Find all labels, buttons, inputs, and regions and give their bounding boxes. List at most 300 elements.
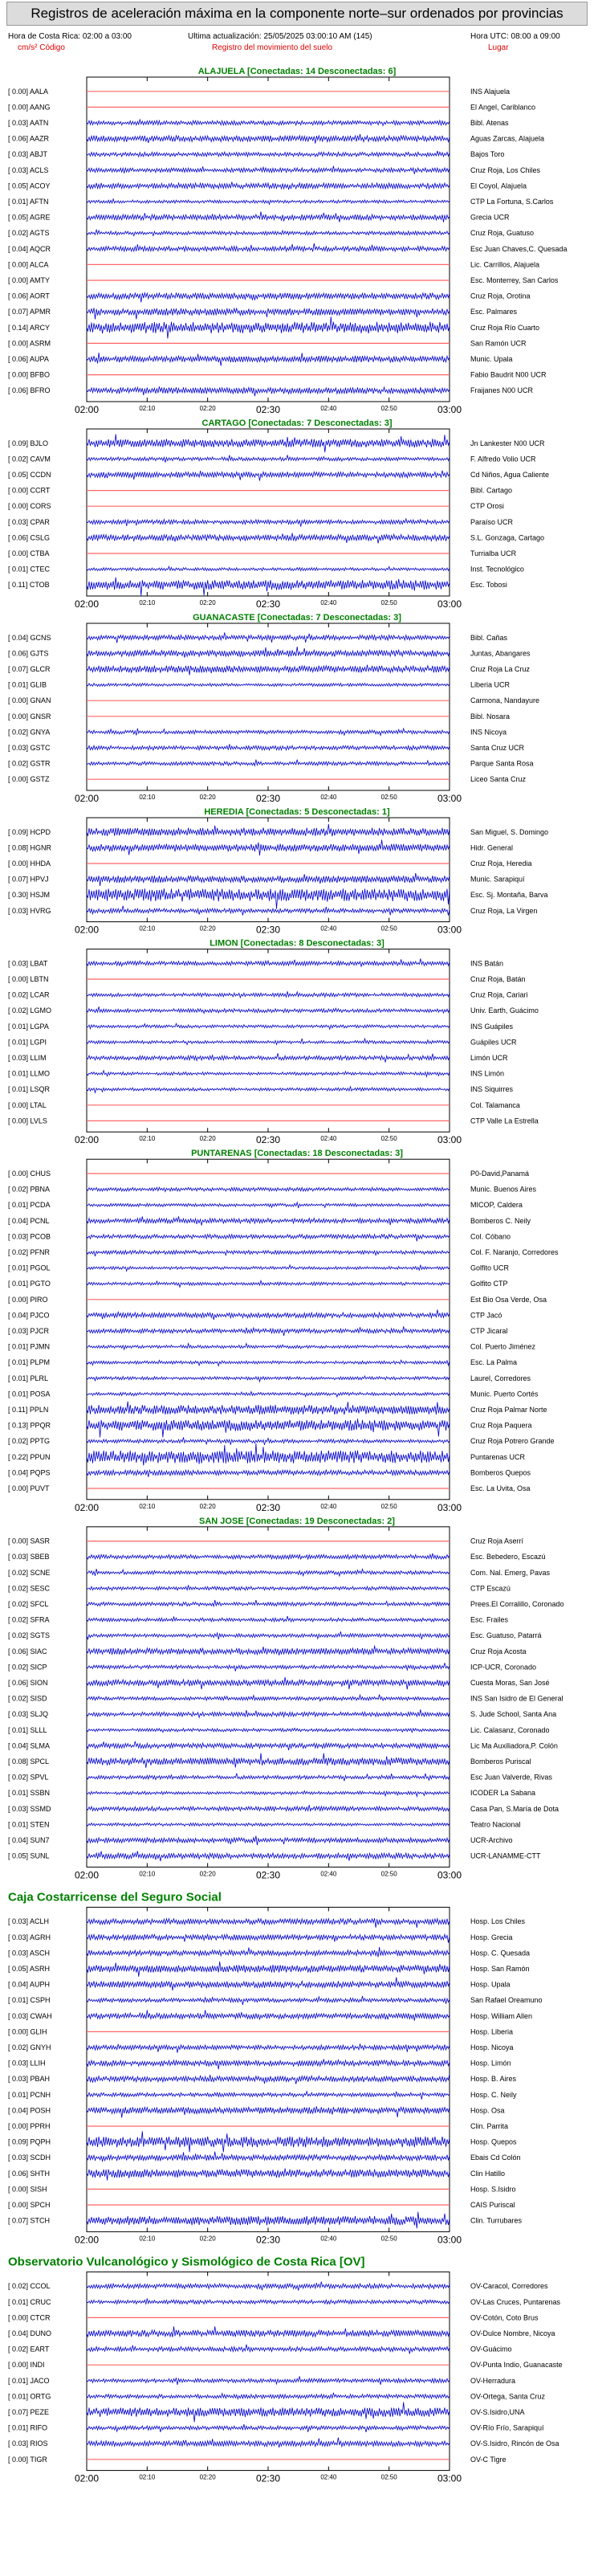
x-tick-label: 02:10 bbox=[139, 1502, 156, 1510]
station-code: [ 0.01] LSQR bbox=[8, 1085, 51, 1094]
station-code: [ 0.03] ASCH bbox=[8, 1949, 51, 1958]
station-trace bbox=[87, 906, 450, 916]
station-place: UCR-Archivo bbox=[470, 1836, 513, 1844]
x-tick-label: 02:50 bbox=[380, 1502, 397, 1510]
station-place: Cruz Roja, Orotina bbox=[470, 292, 531, 300]
station-code: [ 0.00] AALA bbox=[8, 87, 49, 96]
station-code: [ 0.00] GNSR bbox=[8, 712, 51, 721]
station-place: Esc. La Palma bbox=[470, 1358, 518, 1367]
station-code: [ 0.00] SASR bbox=[8, 1537, 51, 1545]
station-place: UCR-LANAMME-CTT bbox=[470, 1851, 541, 1860]
station-code: [ 0.02] SFCL bbox=[8, 1600, 49, 1608]
station-place: Clin. Turrubares bbox=[470, 2216, 523, 2225]
station-code: [ 0.04] SUN7 bbox=[8, 1836, 50, 1844]
station-place: Esc. Bebedero, Escazú bbox=[470, 1553, 546, 1562]
station-trace bbox=[87, 1934, 450, 1943]
station-trace bbox=[87, 2131, 450, 2152]
group-title: SAN JOSE [Conectadas: 19 Desconectadas: 2] bbox=[199, 1516, 395, 1526]
station-code: [ 0.14] ARCY bbox=[8, 323, 51, 332]
station-code: [ 0.06] SION bbox=[8, 1679, 48, 1687]
station-code: [ 0.01] SLLL bbox=[8, 1725, 47, 1734]
station-place: CTP Jicaral bbox=[470, 1327, 508, 1335]
station-place: Bajos Toro bbox=[470, 150, 505, 159]
station-trace bbox=[87, 1443, 450, 1465]
station-place: OV-Dulce Nombre, Nicoya bbox=[470, 2329, 555, 2337]
station-trace bbox=[87, 1023, 450, 1029]
station-trace bbox=[87, 353, 450, 365]
station-place: Bomberos Puriscal bbox=[470, 1757, 531, 1766]
station-trace bbox=[87, 2402, 450, 2423]
station-trace bbox=[87, 1677, 450, 1689]
x-tick-label: 02:10 bbox=[139, 2473, 156, 2481]
x-tick-label: 02:20 bbox=[199, 2235, 216, 2243]
station-place: Puntarenas UCR bbox=[470, 1452, 526, 1461]
station-place: Cruz Roja, Cariari bbox=[470, 990, 528, 999]
station-place: Univ. Earth, Guácimo bbox=[470, 1006, 539, 1015]
station-place: Bibl. Atenas bbox=[470, 119, 509, 127]
station-code: [ 0.05] ASRH bbox=[8, 1965, 51, 1973]
x-tick-label: 02:50 bbox=[380, 405, 397, 412]
station-place: Santa Cruz UCR bbox=[470, 744, 525, 752]
station-trace bbox=[87, 230, 450, 235]
station-place: Laurel, Corredores bbox=[470, 1374, 531, 1382]
station-trace bbox=[87, 1631, 450, 1639]
station-code: [ 0.01] POSA bbox=[8, 1390, 51, 1398]
station-trace bbox=[87, 873, 450, 886]
station-place: Bomberos Quepos bbox=[470, 1468, 531, 1477]
x-tick-label: 02:00 bbox=[74, 2472, 100, 2484]
station-trace bbox=[87, 2044, 450, 2053]
plot-frame bbox=[87, 1159, 450, 1500]
station-code: [ 0.06] CSLG bbox=[8, 533, 51, 542]
station-code: [ 0.07] STCH bbox=[8, 2216, 51, 2225]
station-place: MICOP, Caldera bbox=[470, 1201, 523, 1210]
station-trace bbox=[87, 1918, 450, 1928]
station-trace bbox=[87, 1851, 450, 1862]
station-place: Carmona, Nandayure bbox=[470, 696, 540, 705]
station-code: [ 0.02] SICP bbox=[8, 1663, 47, 1672]
station-trace bbox=[87, 2010, 450, 2020]
station-trace bbox=[87, 1392, 450, 1397]
station-trace bbox=[87, 1600, 450, 1606]
x-tick-label: 03:00 bbox=[437, 1869, 462, 1881]
station-code: [ 0.01] PCDA bbox=[8, 1201, 51, 1210]
station-place: Esc. Monterrey, San Carlos bbox=[470, 276, 559, 284]
x-tick-label: 02:00 bbox=[74, 1501, 100, 1513]
station-trace bbox=[87, 1251, 450, 1256]
station-code: [ 0.02] PBNA bbox=[8, 1185, 51, 1194]
station-code: [ 0.01] PJMN bbox=[8, 1342, 51, 1351]
group-title: Caja Costarricense del Seguro Social bbox=[8, 1890, 222, 1904]
station-place: Lic. Carrillos, Alajuela bbox=[470, 260, 540, 269]
x-tick-label: 02:00 bbox=[74, 404, 100, 415]
station-trace bbox=[87, 134, 450, 144]
x-tick-label: 03:00 bbox=[437, 924, 462, 936]
x-tick-label: 02:10 bbox=[139, 925, 156, 933]
station-code: [ 0.02] CCOL bbox=[8, 2282, 51, 2291]
station-place: Cruz Roja Paquera bbox=[470, 1421, 532, 1430]
station-place: Col. F. Naranjo, Corredores bbox=[470, 1248, 559, 1256]
station-code: [ 0.00] AMTY bbox=[8, 276, 51, 284]
station-trace bbox=[87, 2424, 450, 2432]
x-tick-label: 02:40 bbox=[320, 599, 337, 606]
station-code: [ 0.00] CCRT bbox=[8, 486, 51, 495]
x-tick-label: 02:50 bbox=[380, 2473, 397, 2481]
station-trace bbox=[87, 1553, 450, 1559]
x-tick-label: 02:20 bbox=[199, 405, 216, 412]
station-place: Esc. Tobosi bbox=[470, 581, 507, 590]
station-place: Hosp. San Ramón bbox=[470, 1965, 530, 1973]
station-trace bbox=[87, 2326, 450, 2337]
station-trace bbox=[87, 566, 450, 570]
station-trace bbox=[87, 1836, 450, 1846]
x-tick-label: 02:00 bbox=[74, 1134, 100, 1146]
station-trace bbox=[87, 888, 450, 908]
station-code: [ 0.02] LGMO bbox=[8, 1006, 52, 1015]
station-trace bbox=[87, 1071, 450, 1077]
station-place: Cuesta Moras, San José bbox=[470, 1679, 550, 1687]
station-place: Hosp. Los Chiles bbox=[470, 1917, 526, 1926]
station-trace bbox=[87, 1402, 450, 1415]
station-trace bbox=[87, 1039, 450, 1045]
station-code: [ 0.01] STEN bbox=[8, 1820, 50, 1829]
x-tick-label: 02:40 bbox=[320, 2235, 337, 2243]
station-code: [ 0.01] CTEC bbox=[8, 565, 51, 574]
station-code: [ 0.04] PCNL bbox=[8, 1216, 50, 1225]
station-code: [ 0.01] CRUC bbox=[8, 2297, 51, 2306]
station-trace bbox=[87, 2169, 450, 2181]
station-trace bbox=[87, 2393, 450, 2399]
station-code: [ 0.01] PLRL bbox=[8, 1374, 49, 1382]
x-tick-label: 02:30 bbox=[255, 2234, 281, 2246]
station-place: Hosp. B. Aires bbox=[470, 2075, 517, 2084]
station-code: [ 0.08] SPCL bbox=[8, 1757, 50, 1766]
station-code: [ 0.00] GSTZ bbox=[8, 775, 50, 784]
station-code: [ 0.03] LLIM bbox=[8, 1054, 47, 1062]
x-tick-label: 02:20 bbox=[199, 925, 216, 933]
station-place: CTP La Fortuna, S.Carlos bbox=[470, 198, 554, 206]
station-place: F. Alfredo Volio UCR bbox=[470, 455, 536, 463]
station-code: [ 0.00] CORS bbox=[8, 502, 51, 511]
station-place: Esc. Palmares bbox=[470, 308, 518, 316]
station-trace bbox=[87, 199, 450, 205]
station-trace bbox=[87, 308, 450, 319]
station-trace bbox=[87, 2074, 450, 2084]
unit-code-link[interactable]: cm/s² Código bbox=[18, 43, 65, 52]
station-code: [ 0.02] PFNR bbox=[8, 1248, 51, 1256]
station-place: Hosp. C. Neily bbox=[470, 2090, 517, 2099]
station-place: Paraíso UCR bbox=[470, 517, 514, 526]
station-place: OV-Herradura bbox=[470, 2376, 516, 2385]
x-tick-label: 02:30 bbox=[255, 404, 281, 415]
station-place: OV-Río Frío, Sarapiquí bbox=[470, 2423, 544, 2432]
station-code: [ 0.03] SLJQ bbox=[8, 1710, 49, 1719]
station-place: Parque Santa Rosa bbox=[470, 759, 534, 768]
station-code: [ 0.00] GLIH bbox=[8, 2027, 47, 2036]
station-place: Aguas Zarcas, Alajuela bbox=[470, 134, 545, 143]
station-trace bbox=[87, 2106, 450, 2117]
station-place: Fraijanes N00 UCR bbox=[470, 386, 534, 395]
station-place: Hosp. Liberia bbox=[470, 2027, 514, 2036]
station-place: INS San Isidro de El General bbox=[470, 1694, 563, 1703]
station-place: Hidr. General bbox=[470, 843, 514, 852]
station-code: [ 0.05] AGRE bbox=[8, 213, 51, 222]
station-code: [ 0.03] AGRH bbox=[8, 1933, 51, 1941]
station-place: OV-Ortega, Santa Cruz bbox=[470, 2392, 546, 2401]
station-code: [ 0.02] EART bbox=[8, 2345, 50, 2354]
station-trace bbox=[87, 1978, 450, 1990]
station-place: Grecia UCR bbox=[470, 213, 510, 222]
station-trace bbox=[87, 1663, 450, 1671]
station-code: [ 0.03] PJCR bbox=[8, 1327, 50, 1335]
station-trace bbox=[87, 824, 450, 836]
station-trace bbox=[87, 1376, 450, 1382]
station-place: OV-Punta Indio, Guanacaste bbox=[470, 2361, 563, 2370]
station-code: [ 0.02] LCAR bbox=[8, 990, 50, 999]
station-code: [ 0.08] HGNR bbox=[8, 843, 52, 852]
station-place: Liceo Santa Cruz bbox=[470, 775, 527, 784]
x-tick-label: 03:00 bbox=[437, 2472, 462, 2484]
station-trace bbox=[87, 435, 450, 453]
station-code: [ 0.03] ACLS bbox=[8, 165, 49, 174]
x-tick-label: 02:20 bbox=[199, 1135, 216, 1143]
station-place: Cruz Roja Río Cuarto bbox=[470, 323, 540, 332]
station-trace bbox=[87, 1823, 450, 1826]
station-place: Lic Ma Auxiliadora,P. Colón bbox=[470, 1741, 558, 1750]
station-code: [ 0.06] AORT bbox=[8, 292, 50, 300]
station-code: [ 0.03] GSTC bbox=[8, 744, 51, 752]
x-tick-label: 02:10 bbox=[139, 2235, 156, 2243]
station-trace bbox=[87, 166, 450, 174]
station-trace bbox=[87, 120, 450, 126]
station-trace bbox=[87, 2282, 450, 2291]
station-code: [ 0.00] BFBO bbox=[8, 370, 51, 379]
station-code: [ 0.03] LLIH bbox=[8, 2059, 46, 2068]
station-code: [ 0.00] PPRH bbox=[8, 2122, 51, 2130]
station-trace bbox=[87, 1616, 450, 1622]
station-place: Col. Puerto Jiménez bbox=[470, 1342, 536, 1351]
x-tick-label: 02:20 bbox=[199, 1870, 216, 1878]
station-place: CTP Valle La Estrella bbox=[470, 1117, 539, 1125]
station-place: Hosp. Upala bbox=[470, 1980, 511, 1989]
x-tick-label: 02:40 bbox=[320, 1870, 337, 1878]
station-code: [ 0.01] SSBN bbox=[8, 1789, 51, 1798]
station-trace bbox=[87, 533, 450, 544]
station-place: Bomberos C. Neily bbox=[470, 1216, 531, 1225]
station-place: San Miguel, S. Domingo bbox=[470, 827, 549, 836]
station-place: Esc. La Uvita, Osa bbox=[470, 1484, 531, 1492]
station-trace bbox=[87, 316, 450, 338]
x-tick-label: 02:10 bbox=[139, 794, 156, 801]
x-tick-label: 02:40 bbox=[320, 794, 337, 801]
station-code: [ 0.11] PPLN bbox=[8, 1406, 49, 1414]
station-trace bbox=[87, 2376, 450, 2385]
station-place: Hosp. William Allen bbox=[470, 2011, 533, 2020]
station-place: INS Nicoya bbox=[470, 728, 507, 737]
station-code: [ 0.00] LBTN bbox=[8, 975, 49, 983]
station-code: [ 0.09] HCPD bbox=[8, 827, 51, 836]
x-tick-label: 02:30 bbox=[255, 2472, 281, 2484]
station-place: Col. Talamanca bbox=[470, 1100, 520, 1109]
utc-time-label: Hora UTC: 08:00 a 09:00 bbox=[470, 32, 560, 41]
station-trace bbox=[87, 2092, 450, 2100]
x-tick-label: 02:50 bbox=[380, 1135, 397, 1143]
station-place: Fabio Baudrit N00 UCR bbox=[470, 370, 547, 379]
station-place: Clin Hatillo bbox=[470, 2169, 506, 2178]
station-trace bbox=[87, 2438, 450, 2448]
station-code: [ 0.02] SPVL bbox=[8, 1773, 49, 1782]
station-place: Cruz Roja Aserrí bbox=[470, 1537, 524, 1545]
station-place: INS Guápiles bbox=[470, 1022, 514, 1031]
x-tick-label: 02:10 bbox=[139, 599, 156, 606]
x-tick-label: 02:30 bbox=[255, 598, 281, 610]
station-place: Cruz Roja Potrero Grande bbox=[470, 1437, 555, 1446]
station-trace bbox=[87, 1709, 450, 1717]
station-code: [ 0.02] SGTS bbox=[8, 1631, 51, 1640]
station-code: [ 0.02] PPTG bbox=[8, 1437, 51, 1446]
station-trace bbox=[87, 1741, 450, 1750]
station-code: [ 0.00] CTBA bbox=[8, 549, 50, 557]
station-code: [ 0.05] SUNL bbox=[8, 1851, 50, 1860]
station-place: Limón UCR bbox=[470, 1054, 508, 1062]
station-code: [ 0.30] HSJM bbox=[8, 891, 51, 900]
station-place: Munic. Buenos Aires bbox=[470, 1185, 537, 1194]
station-place: CTP Escazú bbox=[470, 1584, 511, 1593]
station-place: Turrialba UCR bbox=[470, 549, 517, 557]
station-trace bbox=[87, 729, 450, 736]
station-place: San Rafael Oreamuno bbox=[470, 1996, 543, 2005]
station-code: [ 0.06] AAZR bbox=[8, 134, 50, 143]
station-code: [ 0.00] TIGR bbox=[8, 2455, 47, 2464]
station-code: [ 0.00] GNAN bbox=[8, 696, 51, 705]
station-place: OV-Caracol, Corredores bbox=[470, 2282, 548, 2291]
station-trace bbox=[87, 665, 450, 676]
station-place: Cruz Roja, Batán bbox=[470, 975, 526, 983]
station-code: [ 0.01] PGOL bbox=[8, 1264, 51, 1272]
station-trace bbox=[87, 959, 450, 967]
station-code: [ 0.02] SISD bbox=[8, 1694, 47, 1703]
station-place: INS Batán bbox=[470, 959, 504, 968]
x-tick-label: 02:40 bbox=[320, 925, 337, 933]
station-trace bbox=[87, 151, 450, 157]
station-trace bbox=[87, 1310, 450, 1321]
station-code: [ 0.06] GJTS bbox=[8, 649, 49, 658]
station-place: Inst. Tecnológico bbox=[470, 565, 524, 574]
x-tick-label: 02:50 bbox=[380, 599, 397, 606]
x-tick-label: 02:30 bbox=[255, 793, 281, 804]
x-tick-label: 03:00 bbox=[437, 598, 462, 610]
page-title: Registros de aceleración máxima en la componente norte–sur ordenados por provincias bbox=[6, 2, 588, 26]
station-trace bbox=[87, 1202, 450, 1208]
station-code: [ 0.00] ASRM bbox=[8, 339, 51, 348]
group-title: GUANACASTE [Conectadas: 7 Desconectadas: 3] bbox=[193, 613, 401, 623]
station-trace bbox=[87, 1791, 450, 1797]
station-place: Cruz Roja Acosta bbox=[470, 1647, 527, 1655]
station-code: [ 0.03] LBAT bbox=[8, 959, 48, 968]
station-code: [ 0.07] GLCR bbox=[8, 665, 51, 673]
station-code: [ 0.03] PCOB bbox=[8, 1232, 51, 1241]
station-place: Clin. Parrita bbox=[470, 2122, 509, 2130]
station-trace bbox=[87, 1234, 450, 1241]
ground-motion-link[interactable]: Registro del movimiento del suelo bbox=[212, 43, 333, 52]
x-tick-label: 02:50 bbox=[380, 1870, 397, 1878]
station-code: [ 0.01] PLPM bbox=[8, 1358, 51, 1367]
station-place: San Ramón UCR bbox=[470, 339, 527, 348]
station-trace bbox=[87, 2060, 450, 2070]
station-code: [ 0.04] AUPH bbox=[8, 1980, 51, 1989]
group-title: Observatorio Vulcanológico y Sismológico de Costa Rica [OV] bbox=[8, 2255, 365, 2269]
station-trace bbox=[87, 1187, 450, 1191]
station-place: Esc Juan Valverde, Rivas bbox=[470, 1773, 552, 1782]
station-place: Bibl. Cañas bbox=[470, 633, 508, 642]
station-trace bbox=[87, 1646, 450, 1655]
station-code: [ 0.04] POSH bbox=[8, 2106, 51, 2115]
x-tick-label: 02:40 bbox=[320, 1135, 337, 1143]
station-place: Casa Pan, S.María de Dota bbox=[470, 1804, 559, 1813]
station-place: Hosp. C. Quesada bbox=[470, 1949, 531, 1958]
station-code: [ 0.06] SHTH bbox=[8, 2169, 51, 2178]
station-trace bbox=[87, 647, 450, 658]
station-code: [ 0.04] AQCR bbox=[8, 244, 51, 253]
station-place: Cruz Roja La Cruz bbox=[470, 665, 531, 673]
station-trace bbox=[87, 211, 450, 222]
station-place: Hosp. Limón bbox=[470, 2059, 511, 2068]
station-place: Ebais Cd Colón bbox=[470, 2153, 521, 2162]
station-trace bbox=[87, 1438, 450, 1445]
x-tick-label: 02:10 bbox=[139, 405, 156, 412]
station-place: Cd Niños, Agua Caliente bbox=[470, 471, 550, 479]
station-place: Hosp. S.Isidro bbox=[470, 2185, 516, 2194]
station-place: El Coyol, Alajuela bbox=[470, 182, 527, 190]
station-trace bbox=[87, 2212, 450, 2229]
station-place: Teatro Nacional bbox=[470, 1820, 521, 1829]
station-place: S.L. Gonzaga, Cartago bbox=[470, 533, 545, 542]
group-title: ALAJUELA [Conectadas: 14 Desconectadas: 6] bbox=[197, 67, 397, 76]
station-trace bbox=[87, 1053, 450, 1062]
station-code: [ 0.00] LVLS bbox=[8, 1117, 47, 1125]
station-code: [ 0.02] GSTR bbox=[8, 759, 51, 768]
station-code: [ 0.03] HVRG bbox=[8, 906, 51, 915]
station-place: P0-David,Panamá bbox=[470, 1170, 530, 1178]
station-place: OV-S.Isidro, Rincón de Osa bbox=[470, 2439, 559, 2448]
x-tick-label: 02:50 bbox=[380, 925, 397, 933]
station-code: [ 0.09] PQPH bbox=[8, 2137, 51, 2146]
x-tick-label: 02:00 bbox=[74, 1869, 100, 1881]
station-trace bbox=[87, 386, 450, 396]
place-link[interactable]: Lugar bbox=[488, 43, 509, 52]
station-trace bbox=[87, 839, 450, 855]
station-trace bbox=[87, 1728, 450, 1732]
station-place: El Angel, Cariblanco bbox=[470, 103, 536, 112]
station-trace bbox=[87, 1585, 450, 1590]
station-trace bbox=[87, 1419, 450, 1437]
station-code: [ 0.03] SCDH bbox=[8, 2153, 51, 2162]
station-code: [ 0.01] GLIB bbox=[8, 680, 47, 689]
x-tick-label: 03:00 bbox=[437, 2234, 462, 2246]
station-code: [ 0.01] CSPH bbox=[8, 1996, 51, 2005]
station-code: [ 0.01] LGPI bbox=[8, 1038, 47, 1047]
station-place: Hosp. Osa bbox=[470, 2106, 505, 2115]
station-place: ICP-UCR, Coronado bbox=[470, 1663, 537, 1672]
station-code: [ 0.02] CAVM bbox=[8, 455, 51, 463]
group-title: HEREDIA [Conectadas: 5 Desconectadas: 1] bbox=[204, 807, 390, 817]
station-trace bbox=[87, 2299, 450, 2305]
station-place: Est Bio Osa Verde, Osa bbox=[470, 1295, 547, 1304]
station-code: [ 0.09] BJLO bbox=[8, 439, 49, 447]
station-code: [ 0.01] RIFO bbox=[8, 2423, 48, 2432]
station-trace bbox=[87, 760, 450, 766]
station-trace bbox=[87, 633, 450, 643]
